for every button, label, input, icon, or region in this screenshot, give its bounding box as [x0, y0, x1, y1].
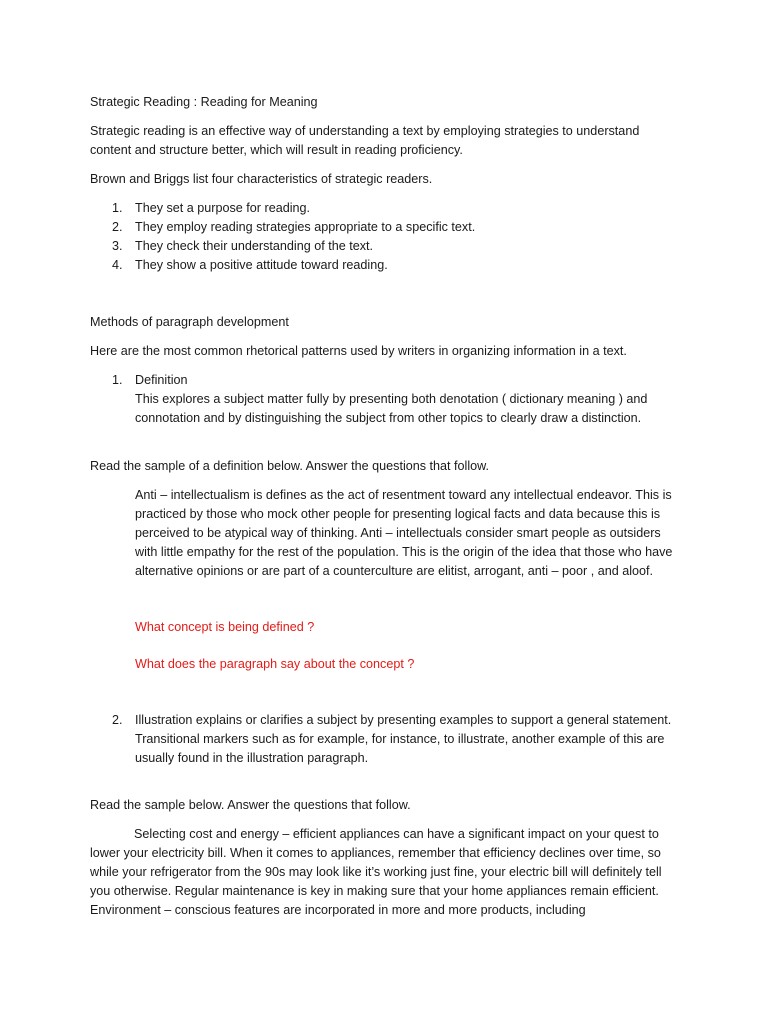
methods-intro: Here are the most common rhetorical patterns used by writers in organizing information in a text.	[90, 344, 627, 358]
intro-paragraph: Strategic reading is an effective way of understanding a text by employing strategies to understand content and structure better, which will result in reading proficiency.	[90, 124, 640, 157]
list-number: 2.	[112, 713, 123, 727]
definition-prompt: Read the sample of a definition below. Answer the questions that follow.	[90, 459, 490, 473]
question-concept: What concept is being defined ?	[135, 620, 315, 634]
list-item: They employ reading strategies appropriate to a specific text.	[135, 220, 476, 234]
definition-body: This explores a subject matter fully by presenting both denotation ( dictionary meaning ) and connotation and by distinguishing the subject from other topics to clearly draw a distinction.	[135, 392, 648, 425]
definition-title: Definition	[135, 373, 188, 387]
list-number: 3.	[112, 239, 123, 253]
list-item: They set a purpose for reading.	[135, 201, 311, 215]
list-item: They check their understanding of the text.	[135, 239, 374, 253]
list-number: 4.	[112, 258, 123, 272]
definition-sample: Anti – intellectualism is defines as the act of resentment toward any intellectual endeavor. This is practiced by those who mock other people for presenting logical facts and data because this is perceived to be atypical way of thinking. Anti – intellectuals consider smart people as outsiders with little empathy for the rest of the population. This is the origin of the idea that those who have alternative opinions or are part of a counterculture are elitist, arrogant, anti – poor , and aloof.	[135, 488, 673, 578]
document-title: Strategic Reading : Reading for Meaning	[90, 95, 318, 109]
list-item: They show a positive attitude toward reading.	[135, 258, 388, 272]
illustration-body: Illustration explains or clarifies a subject by presenting examples to support a general statement. Transitional markers such as for example, for instance, to illustrate, another example of this are usually found in the illustration paragraph.	[135, 713, 672, 765]
illustration-sample: Selecting cost and energy – efficient appliances can have a significant impact on your quest to lower your electricity bill. When it comes to appliances, remember that efficiency declines over time, so while your refrigerator from the 90s may look like it’s working just fine, your electric bill will definitely tell you otherwise. Regular maintenance is key in making sure that your home appliances remain efficient. Environment – conscious features are incorporated in more and more products, including	[90, 827, 662, 917]
characteristics-intro: Brown and Briggs list four characteristics of strategic readers.	[90, 172, 433, 186]
methods-heading: Methods of paragraph development	[90, 315, 289, 329]
list-number: 1.	[112, 373, 123, 387]
list-number: 2.	[112, 220, 123, 234]
illustration-prompt: Read the sample below. Answer the questions that follow.	[90, 798, 411, 812]
list-number: 1.	[112, 201, 123, 215]
question-paragraph: What does the paragraph say about the concept ?	[135, 657, 415, 671]
